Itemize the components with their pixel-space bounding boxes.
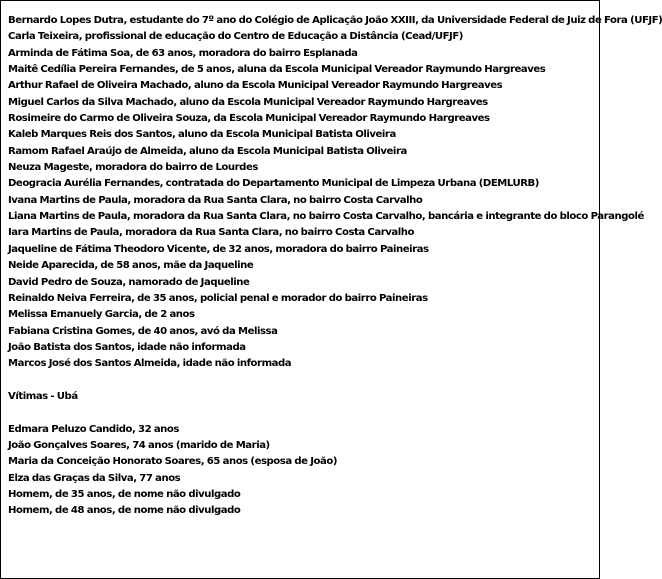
list-item: João Batista dos Santos, idade não informada (8, 341, 246, 353)
list-item: Edmara Peluzo Candido, 32 anos (8, 423, 179, 435)
list-item: Kaleb Marques Reis dos Santos, aluno da Escola Municipal Batista Oliveira (8, 129, 396, 141)
list-item: Bernardo Lopes Dutra, estudante do 7º ano do Colégio de Aplicação João XXIII, da Universidade Federal de Juiz de Fora (UFJF) (8, 15, 662, 26)
list-item: Melissa Emanuely Garcia, de 2 anos (8, 309, 195, 321)
list-item: Maria da Conceição Honorato Soares, 65 anos (esposa de João) (8, 456, 337, 468)
list-item: Marcos José dos Santos Almeida, idade não informada (8, 358, 292, 370)
section-heading: Vítimas - Ubá (8, 390, 78, 402)
blank-line (8, 405, 595, 421)
list-item: Arminda de Fátima Soa, de 63 anos, moradora do bairro Esplanada (8, 47, 358, 59)
list-item: Homem, de 48 anos, de nome não divulgado (8, 505, 241, 517)
list-item: Elza das Graças da Silva, 77 anos (8, 472, 181, 484)
list-item: Carla Teixeira, profissional de educação do Centro de Educação a Distância (Cead/UFJF) (8, 31, 463, 43)
list-item: Reinaldo Neiva Ferreira, de 35 anos, policial penal e morador do bairro Paineiras (8, 292, 428, 304)
list-item: Ivana Martins de Paula, moradora da Rua Santa Clara, no bairro Costa Carvalho (8, 194, 423, 206)
document-text (8, 13, 662, 520)
list-item: Neide Aparecida, de 58 anos, mãe da Jaqueline (8, 260, 254, 272)
list-item: Liana Martins de Paula, moradora da Rua Santa Clara, no bairro Costa Carvalho, bancária e integrante do bloco Parangolé (8, 211, 644, 223)
list-item: Rosimeire do Carmo de Oliveira Souza, da Escola Municipal Vereador Raymundo Hargreaves (8, 113, 490, 125)
list-item: Fabiana Cristina Gomes, de 40 anos, avó da Melissa (8, 325, 278, 337)
list-item: Iara Martins de Paula, moradora da Rua Santa Clara, no bairro Costa Carvalho (8, 227, 415, 239)
blank-line (8, 373, 595, 389)
list-item: Ramom Rafael Araújo de Almeida, aluno da Escola Municipal Batista Oliveira (8, 145, 407, 157)
list-item: Deogracia Aurélia Fernandes, contratada do Departamento Municipal de Limpeza Urbana (DEMLURB) (8, 178, 539, 190)
list-item: David Pedro de Souza, namorado de Jaqueline (8, 276, 250, 288)
list-item: Maitê Cedília Pereira Fernandes, de 5 anos, aluna da Escola Municipal Vereador Raymundo Hargreaves (8, 64, 546, 76)
list-item: João Gonçalves Soares, 74 anos (marido de Maria) (8, 439, 270, 451)
list-item: Homem, de 35 anos, de nome não divulgado (8, 488, 241, 500)
list-item: Arthur Rafael de Oliveira Machado, aluno da Escola Municipal Vereador Raymundo Hargreaves (8, 80, 503, 92)
list-item: Miguel Carlos da Silva Machado, aluno da Escola Municipal Vereador Raymundo Hargreaves (8, 96, 488, 108)
list-item: Neuza Mageste, moradora do bairro de Lourdes (8, 162, 258, 174)
list-item: Jaqueline de Fátima Theodoro Vicente, de 32 anos, moradora do bairro Paineiras (8, 243, 429, 255)
